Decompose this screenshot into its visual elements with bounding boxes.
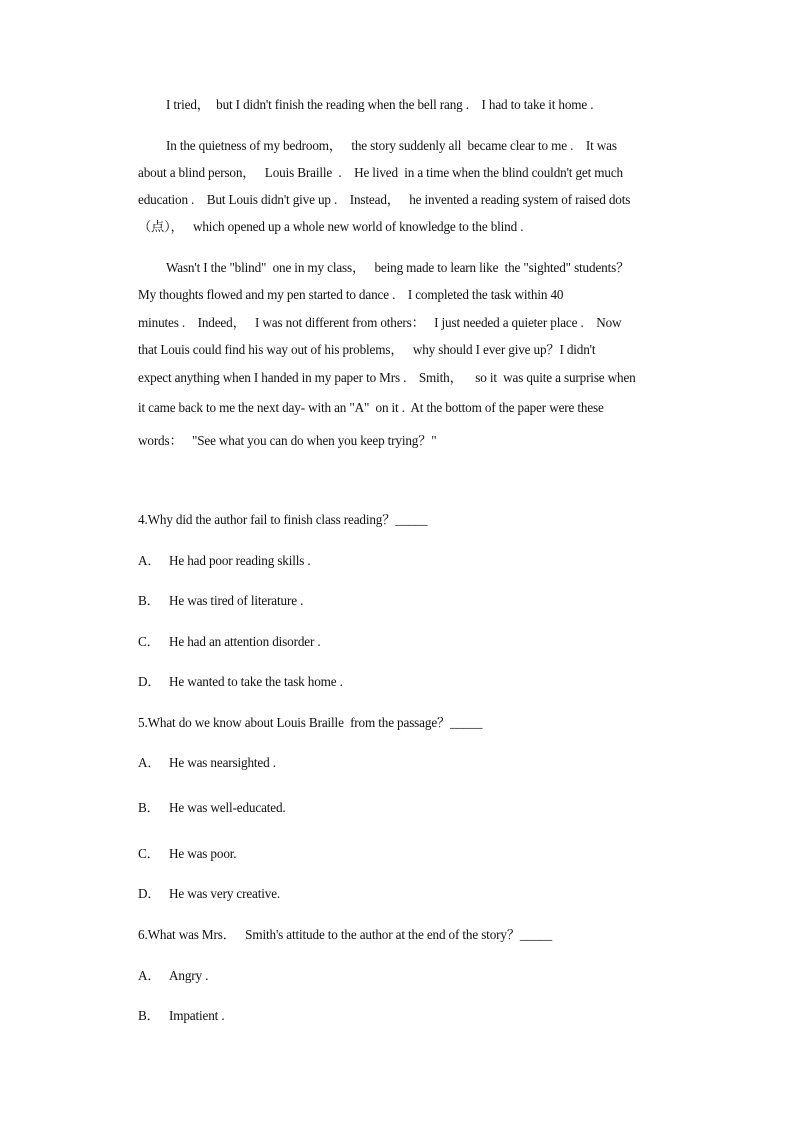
- option-letter: B．: [138, 1008, 160, 1023]
- passage-line: expect anything when I handed in my paper to Mrs . Smith， so it was quite a surprise when: [138, 370, 636, 385]
- option-5b[interactable]: [138, 800, 286, 816]
- option-text: He had an attention disorder .: [169, 634, 321, 649]
- option-text: He was nearsighted .: [169, 755, 276, 770]
- option-letter: B．: [138, 800, 160, 815]
- option-6b[interactable]: [138, 1008, 224, 1024]
- passage-line: Wasn't I the "blind" one in my class， being made to learn like the "sighted" students？: [166, 260, 630, 275]
- option-4b[interactable]: [138, 593, 303, 609]
- option-text: He was tired of literature .: [169, 593, 304, 608]
- option-letter: A．: [138, 968, 161, 983]
- option-5d[interactable]: [138, 886, 280, 902]
- option-text: He was very creative.: [169, 886, 281, 901]
- option-5a[interactable]: [138, 755, 276, 771]
- passage-line: My thoughts flowed and my pen started to dance . I completed the task within 40: [138, 287, 564, 302]
- option-letter: D．: [138, 886, 161, 901]
- question-4: 4.Why did the author fail to finish class reading？_____: [138, 512, 428, 527]
- passage-line: about a blind person， Louis Braille . He lived in a time when the blind couldn't get much: [138, 165, 623, 180]
- passage-line: In the quietness of my bedroom， the story suddenly all became clear to me . It was: [166, 138, 617, 153]
- option-text: He wanted to take the task home .: [169, 674, 343, 689]
- option-4d[interactable]: [138, 674, 343, 690]
- question-5: 5.What do we know about Louis Braille from the passage？_____: [138, 715, 483, 730]
- option-5c[interactable]: [138, 846, 236, 862]
- passage-line: I tried， but I didn't finish the reading when the bell rang . I had to take it home .: [166, 97, 594, 112]
- option-letter: A．: [138, 553, 161, 568]
- option-text: Angry .: [169, 968, 209, 983]
- option-text: Impatient .: [169, 1008, 225, 1023]
- option-letter: D．: [138, 674, 161, 689]
- option-text: He was poor.: [169, 846, 237, 861]
- passage-line: that Louis could find his way out of his problems， why should I ever give up？I didn't: [138, 342, 596, 357]
- option-letter: A．: [138, 755, 161, 770]
- option-text: He was well-educated.: [169, 800, 286, 815]
- option-letter: B．: [138, 593, 160, 608]
- option-6a[interactable]: [138, 968, 208, 984]
- option-letter: C．: [138, 846, 160, 861]
- passage-line: it came back to me the next day- with an "A" on it . At the bottom of the paper were these: [138, 400, 604, 415]
- option-letter: C．: [138, 634, 160, 649]
- question-6: 6.What was Mrs． Smith's attitude to the author at the end of the story？_____: [138, 927, 553, 942]
- passage-line: minutes . Indeed， I was not different from others： I just needed a quieter place . Now: [138, 315, 622, 330]
- passage-line: （点）， which opened up a whole new world of knowledge to the blind .: [138, 219, 524, 234]
- passage-line: words： "See what you can do when you keep trying？": [138, 433, 437, 448]
- option-4a[interactable]: [138, 553, 311, 569]
- passage-line: education . But Louis didn't give up . Instead， he invented a reading system of raised dots: [138, 192, 631, 207]
- option-4c[interactable]: [138, 634, 321, 650]
- option-text: He had poor reading skills .: [169, 553, 311, 568]
